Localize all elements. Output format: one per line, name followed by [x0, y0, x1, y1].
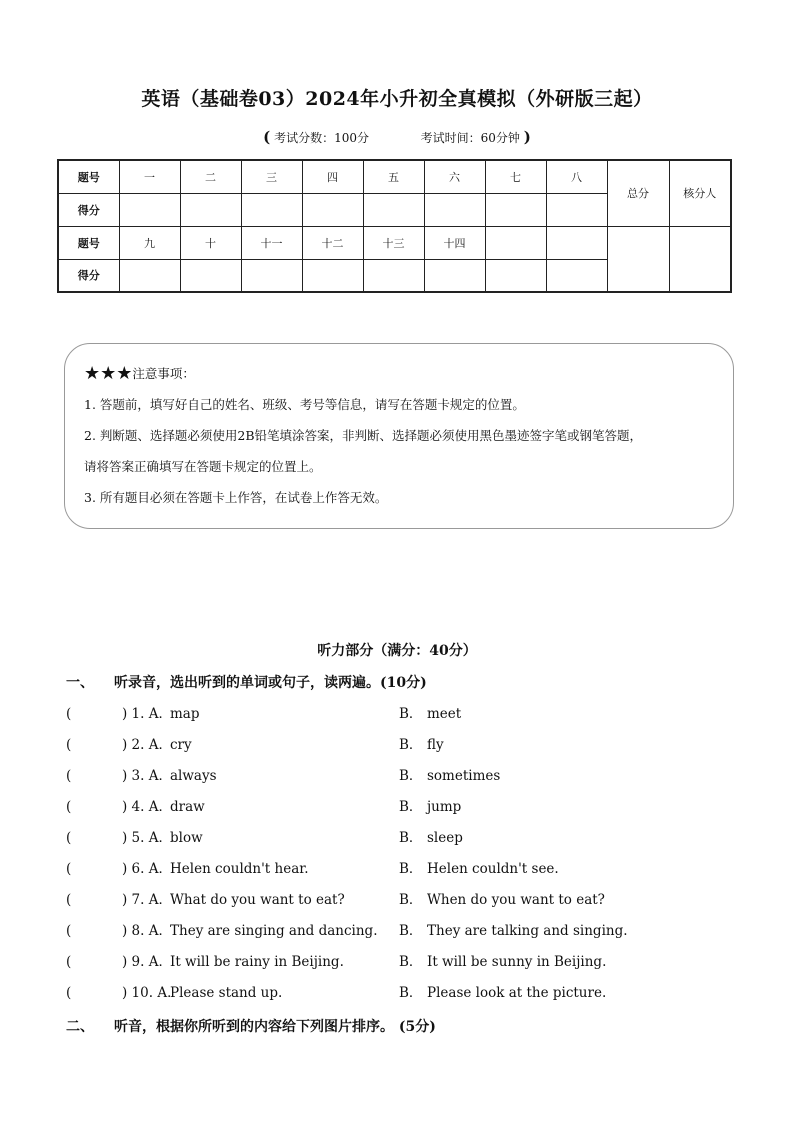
score-cell	[180, 259, 241, 292]
open-paren: (	[263, 128, 271, 146]
section-cell: 九	[119, 226, 180, 259]
question-item: ( ) 4. A． draw B． jump	[66, 799, 462, 815]
close-paren: )	[523, 128, 531, 146]
page-title: 英语（基础卷03）2024年小升初全真模拟（外研版三起）	[141, 88, 653, 110]
section-cell: 八	[546, 160, 607, 193]
question-item: ( ) 1. A． map B． meet	[66, 706, 462, 722]
section-cell: 二	[180, 160, 241, 193]
time-info: 考试时间：60分钟	[420, 131, 520, 145]
section-cell	[546, 226, 607, 259]
part-number: 一、	[66, 675, 94, 691]
option-b: They are talking and singing.	[427, 923, 628, 939]
section-cell: 五	[363, 160, 424, 193]
question-item: ( ) 3. A． always B． sometimes	[66, 768, 501, 784]
score-cell	[119, 259, 180, 292]
score-cell	[546, 259, 607, 292]
option-b: meet	[427, 706, 462, 722]
section-cell: 七	[485, 160, 546, 193]
part-two-heading	[66, 1016, 436, 1036]
option-a: draw	[170, 799, 205, 815]
row-label-score: 得分	[58, 259, 119, 292]
section-cell	[485, 226, 546, 259]
option-b: It will be sunny in Beijing.	[427, 954, 607, 970]
star-icon: ★★★	[84, 363, 133, 384]
row-label-number: 题号	[58, 226, 119, 259]
score-cell	[485, 259, 546, 292]
score-cell	[302, 193, 363, 226]
question-item: ( ) 8. A． They are singing and dancing. B． They are talking and singing.	[66, 923, 628, 939]
option-a: Helen couldn't hear.	[170, 861, 309, 877]
part-instruction: 听录音，选出听到的单词或句子，读两遍。(10分)	[114, 675, 427, 691]
score-table	[57, 159, 732, 293]
question-item: ( ) 5. A． blow B． sleep	[66, 830, 463, 846]
notice-item: 3. 所有题目必须在答题卡上作答，在试卷上作答无效。	[84, 490, 388, 505]
section-cell: 六	[424, 160, 485, 193]
score-cell	[424, 193, 485, 226]
option-a: It will be rainy in Beijing.	[170, 954, 344, 970]
section-cell: 一	[119, 160, 180, 193]
score-cell	[424, 259, 485, 292]
option-b: Helen couldn't see.	[427, 861, 559, 877]
score-cell	[363, 259, 424, 292]
option-a: always	[170, 768, 217, 784]
option-a: map	[170, 706, 200, 722]
checker-label: 核分人	[669, 160, 731, 226]
question-item: ( ) 9. A． It will be rainy in Beijing. B． It will be sunny in Beijing.	[66, 954, 607, 970]
question-item: ( ) 10. A． Please stand up. B． Please look at the picture.	[66, 985, 607, 1001]
option-a: blow	[170, 830, 203, 846]
row-label-score: 得分	[58, 193, 119, 226]
option-a: They are singing and dancing.	[170, 923, 378, 939]
question-item: ( ) 7. A． What do you want to eat? B． When do you want to eat?	[66, 892, 605, 908]
section-cell: 十一	[241, 226, 302, 259]
notice-item: 1. 答题前，填写好自己的姓名、班级、考号等信息，请写在答题卡规定的位置。	[84, 397, 525, 412]
option-a: cry	[170, 737, 192, 753]
score-cell	[241, 193, 302, 226]
option-b: sleep	[427, 830, 463, 846]
section-cell: 十四	[424, 226, 485, 259]
total-score-label: 总分	[607, 160, 669, 226]
notice-heading: ★★★注意事项：	[84, 363, 195, 384]
notice-item: 请将答案正确填写在答题卡规定的位置上。	[84, 459, 322, 474]
option-a: What do you want to eat?	[170, 892, 345, 908]
section-cell: 十三	[363, 226, 424, 259]
part-instruction: 听音，根据你所听到的内容给下列图片排序。 (5分)	[114, 1019, 436, 1035]
part-number: 二、	[66, 1019, 94, 1035]
part-one-heading	[66, 672, 427, 692]
notice-item: 2. 判断题、选择题必须使用2B铅笔填涂答案，非判断、选择题必须使用黑色墨迹签字笔或钢笔答题，	[84, 428, 643, 443]
question-item: ( ) 6. A． Helen couldn't hear. B． Helen couldn't see.	[66, 861, 559, 877]
notice-box	[64, 343, 734, 529]
question-item: ( ) 2. A． cry B． fly	[66, 737, 444, 753]
option-b: fly	[427, 737, 444, 753]
section-cell: 十二	[302, 226, 363, 259]
score-cell	[363, 193, 424, 226]
option-b: sometimes	[427, 768, 501, 784]
score-cell	[241, 259, 302, 292]
exam-info	[0, 128, 794, 146]
option-b: When do you want to eat?	[427, 892, 605, 908]
checker-cell	[669, 226, 731, 292]
option-b: jump	[427, 799, 462, 815]
score-cell	[302, 259, 363, 292]
section-cell: 四	[302, 160, 363, 193]
section-cell: 三	[241, 160, 302, 193]
score-info: 考试分数：100分	[274, 131, 369, 145]
listening-heading: 听力部分（满分：40分）	[317, 643, 477, 659]
option-a: Please stand up.	[170, 985, 283, 1001]
section-cell: 十	[180, 226, 241, 259]
score-cell	[485, 193, 546, 226]
row-label-number: 题号	[58, 160, 119, 193]
score-cell	[180, 193, 241, 226]
score-cell	[119, 193, 180, 226]
total-score-cell	[607, 226, 669, 292]
score-cell	[546, 193, 607, 226]
option-b: Please look at the picture.	[427, 985, 607, 1001]
